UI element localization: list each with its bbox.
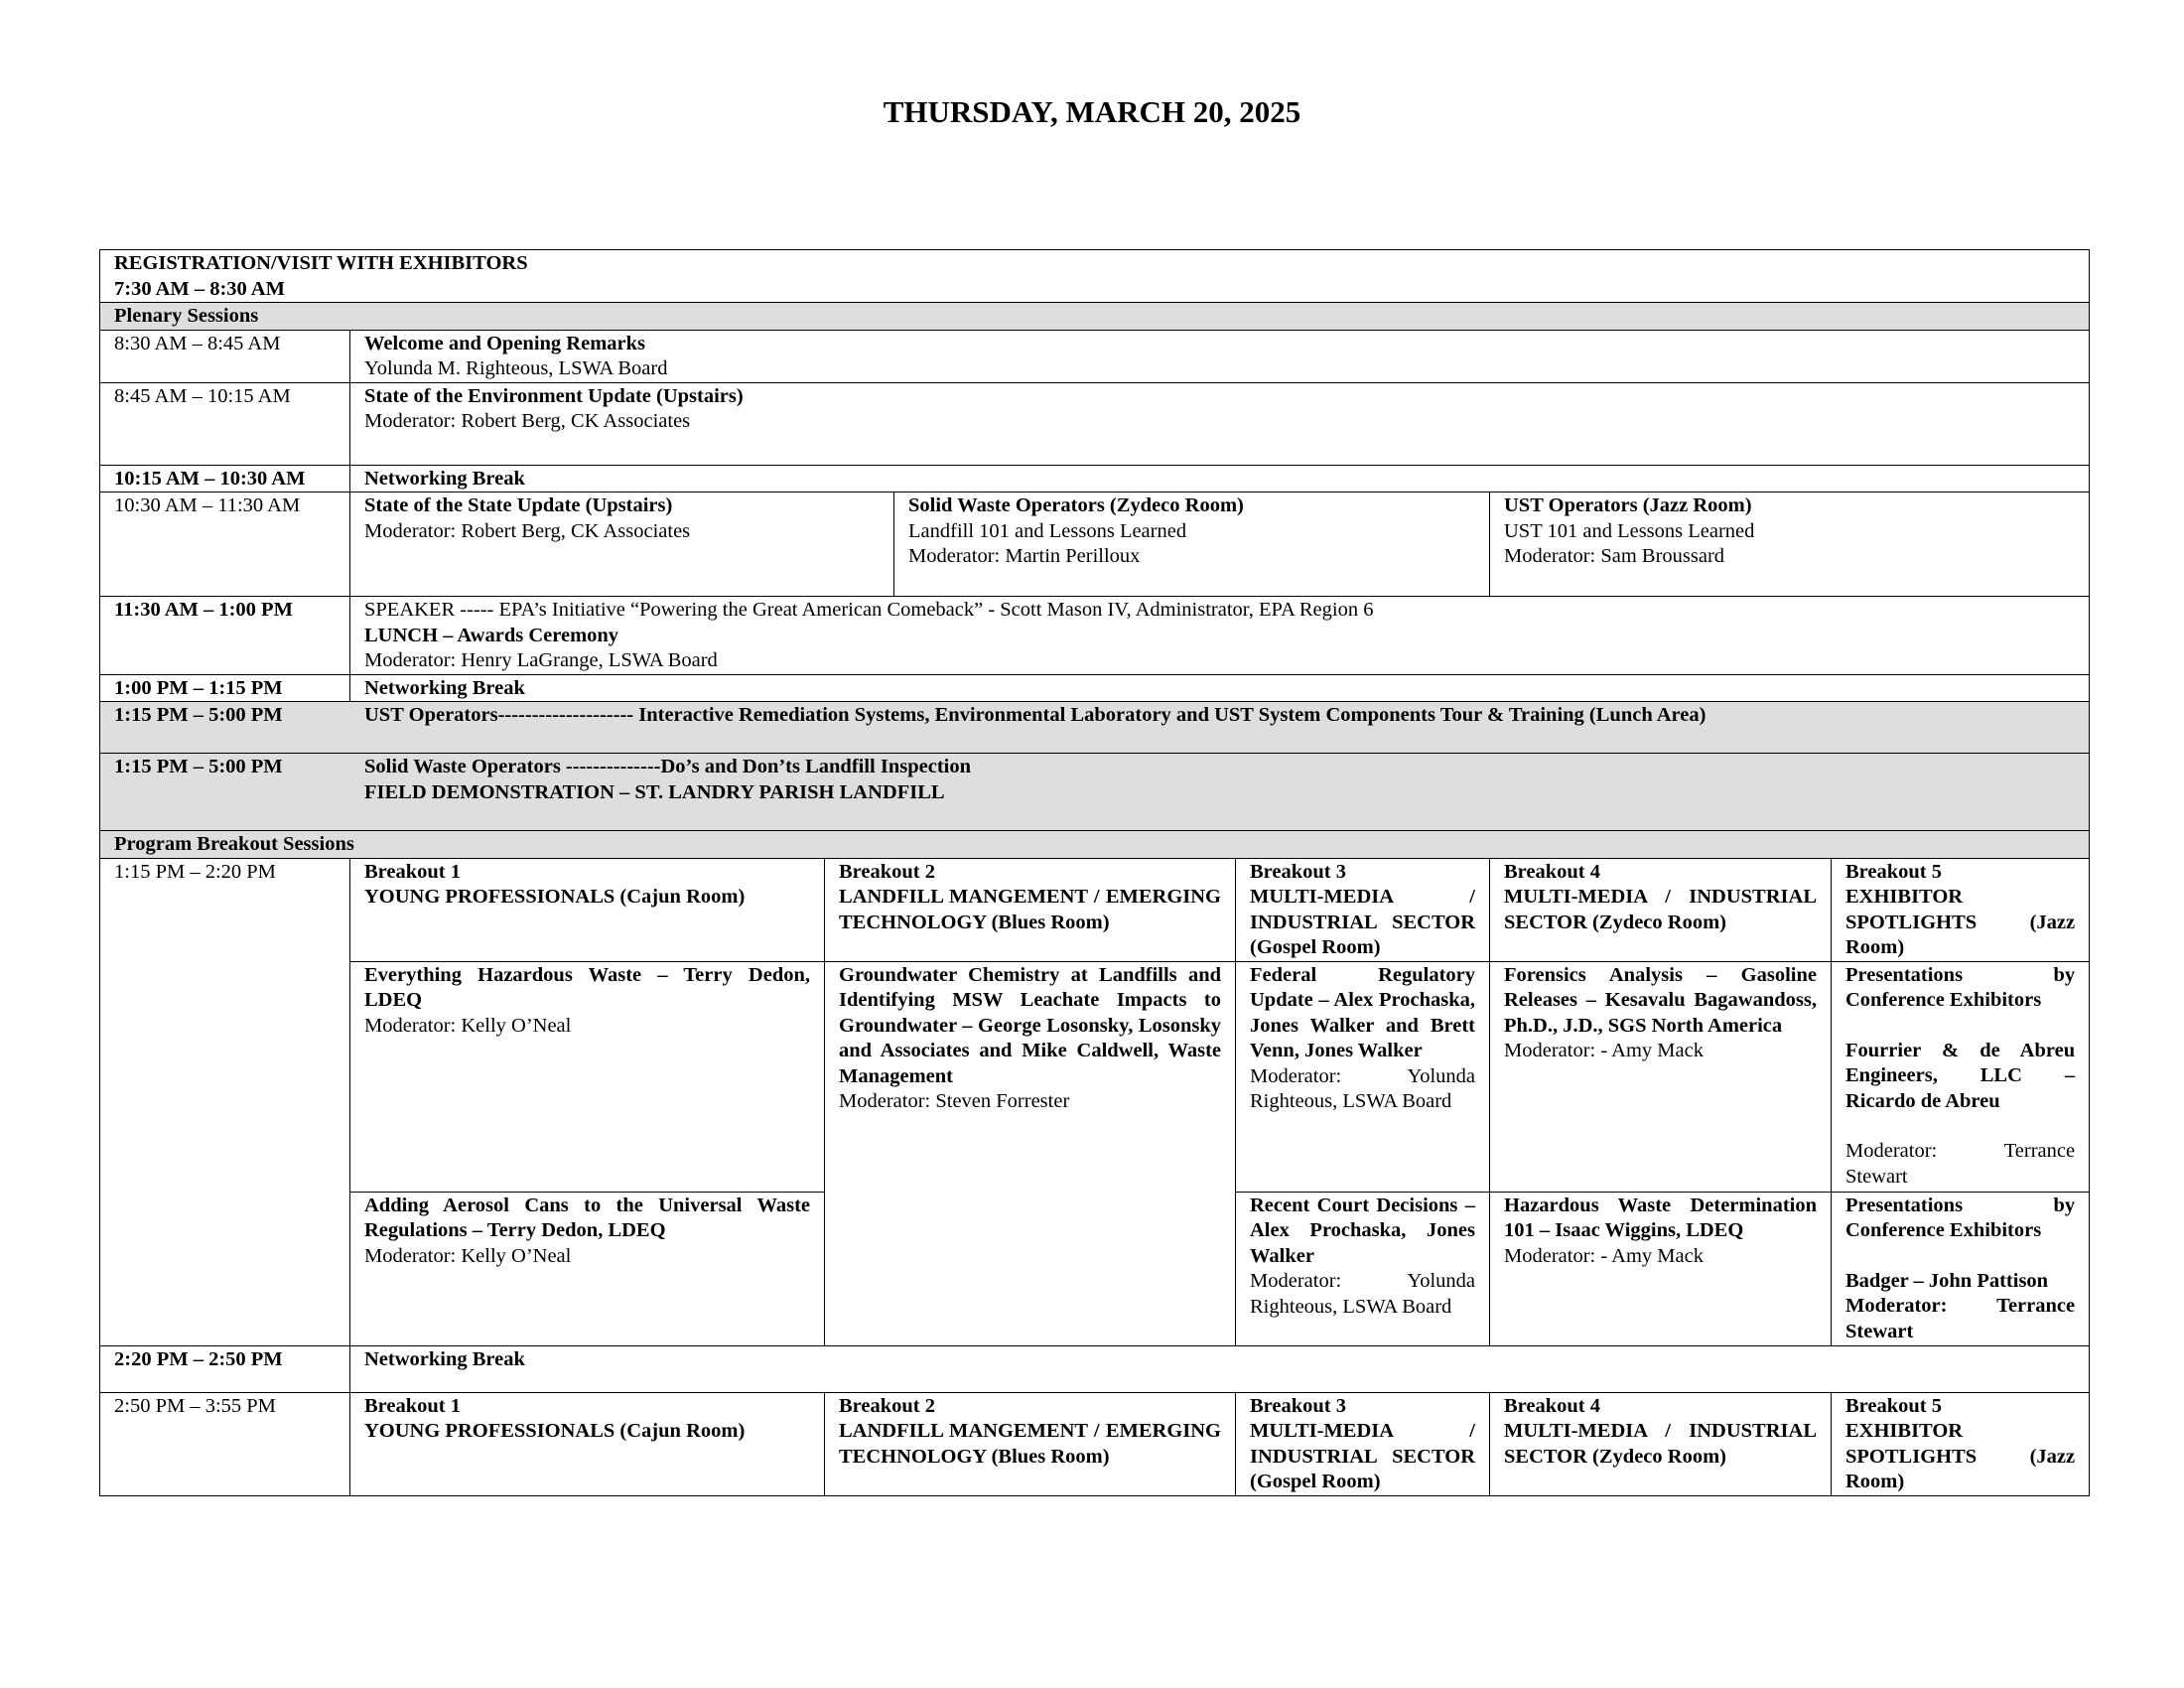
ust-operators-title: UST Operators (Jazz Room) [1504, 494, 1752, 516]
b5b-exhibitor: Badger – John Pattison [1845, 1269, 2049, 1292]
s2-breakout3-name: Breakout 3 [1250, 1394, 1347, 1417]
networking-break-row [100, 1345, 2090, 1392]
b5b-title: Presentations by Conference Exhibitors [1845, 1194, 2076, 1241]
b3b-moderator: Moderator: Yolunda Righteous, LSWA Board [1250, 1270, 1475, 1318]
ust-tour-time: 1:15 PM – 5:00 PM [114, 704, 283, 726]
plenary-header-row [100, 303, 2090, 331]
b4a-moderator: Moderator: - Amy Mack [1504, 1040, 1704, 1061]
state-update-moderator: Moderator: Robert Berg, CK Associates [364, 519, 691, 542]
session2-time: 2:50 PM – 3:55 PM [100, 1392, 350, 1495]
breakout1-name: Breakout 1 [364, 860, 462, 883]
registration-label: REGISTRATION/VISIT WITH EXHIBITORS [114, 252, 528, 274]
breakout-header-row [100, 831, 2090, 859]
field-demo-line1: Solid Waste Operators --------------Do’s and Don’ts Landfill Inspection [364, 756, 971, 777]
program-breakout-header: Program Breakout Sessions [100, 831, 2090, 859]
ust-moderator: Moderator: Sam Broussard [1504, 545, 1725, 567]
environment-moderator: Moderator: Robert Berg, CK Associates [364, 410, 691, 432]
b3a-title: Federal Regulatory Update – Alex Prochaska, Jones Walker and Brett Venn, Jones Walker [1250, 963, 1475, 1061]
s2-breakout1-track: YOUNG PROFESSIONALS (Cajun Room) [364, 1420, 746, 1442]
plenary-sessions-header: Plenary Sessions [100, 303, 2090, 331]
state-update-title: State of the State Update (Upstairs) [364, 494, 673, 516]
field-demo-row [100, 754, 2090, 831]
b4b-moderator: Moderator: - Amy Mack [1504, 1244, 1704, 1267]
breakout3-name: Breakout 3 [1250, 860, 1347, 883]
ust-tour-text: UST Operators-------------------- Interactive Remediation Systems, Environmental Laboratory and UST System Components Tour & Training (Lunch Area) [364, 704, 1706, 726]
s2-breakout4-track: MULTI-MEDIA / INDUSTRIAL SECTOR (Zydeco Room) [1504, 1420, 1817, 1468]
breakout4-name: Breakout 4 [1504, 860, 1601, 883]
breakout5-track: EXHIBITOR SPOTLIGHTS (Jazz Room) [1845, 886, 2076, 958]
breakout4-track: MULTI-MEDIA / INDUSTRIAL SECTOR (Zydeco Room) [1504, 886, 1817, 933]
solid-waste-topic: Landfill 101 and Lessons Learned [908, 519, 1187, 542]
lunch-moderator: Moderator: Henry LaGrange, LSWA Board [364, 649, 718, 671]
registration-time: 7:30 AM – 8:30 AM [114, 277, 285, 300]
break1-label: Networking Break [350, 465, 2090, 492]
concurrent-sessions-row [100, 492, 2090, 597]
break3-time: 2:20 PM – 2:50 PM [100, 1345, 350, 1392]
breakout-tracks-row [100, 858, 2090, 961]
networking-break-row [100, 465, 2090, 492]
environment-row [100, 382, 2090, 465]
b2-moderator: Moderator: Steven Forrester [839, 1090, 1070, 1112]
b1a-moderator: Moderator: Kelly O’Neal [364, 1014, 572, 1037]
breakout2-name: Breakout 2 [839, 860, 936, 883]
ust-tour-row [100, 702, 2090, 754]
s2-breakout5-track: EXHIBITOR SPOTLIGHTS (Jazz Room) [1845, 1420, 2076, 1492]
b3a-moderator: Moderator: Yolunda Righteous, LSWA Board [1250, 1064, 1475, 1112]
breakout1-track: YOUNG PROFESSIONALS (Cajun Room) [364, 886, 746, 908]
s2-breakout3-track: MULTI-MEDIA / INDUSTRIAL SECTOR (Gospel Room) [1250, 1420, 1475, 1492]
b3b-title: Recent Court Decisions – Alex Prochaska, Jones Walker [1250, 1194, 1475, 1267]
b4a-title: Forensics Analysis – Gasoline Releases – Kesavalu Bagawandoss, Ph.D., J.D., SGS North America [1504, 963, 1817, 1037]
lunch-time: 11:30 AM – 1:00 PM [100, 597, 350, 675]
breakout5-name: Breakout 5 [1845, 860, 1943, 883]
b1b-moderator: Moderator: Kelly O’Neal [364, 1244, 572, 1267]
s2-breakout5-name: Breakout 5 [1845, 1394, 1943, 1417]
environment-time: 8:45 AM – 10:15 AM [100, 382, 350, 465]
breakout2-track: LANDFILL MANGEMENT / EMERGING TECHNOLOGY (Blues Room) [839, 886, 1221, 933]
session2-row [100, 1392, 2090, 1495]
registration-row [100, 250, 2090, 303]
welcome-time: 8:30 AM – 8:45 AM [100, 330, 350, 382]
b5b-moderator: Moderator: Terrance Stewart [1845, 1295, 2076, 1342]
break2-label: Networking Break [350, 674, 2090, 702]
lunch-row [100, 597, 2090, 675]
session1-time: 1:15 PM – 2:20 PM [100, 858, 350, 1345]
s2-breakout2-track: LANDFILL MANGEMENT / EMERGING TECHNOLOGY (Blues Room) [839, 1420, 1221, 1468]
breakout3-track: MULTI-MEDIA / INDUSTRIAL SECTOR (Gospel Room) [1250, 886, 1475, 958]
solid-waste-moderator: Moderator: Martin Perilloux [908, 545, 1141, 567]
lunch-title: LUNCH – Awards Ceremony [364, 624, 619, 646]
page-title: THURSDAY, MARCH 20, 2025 [883, 94, 1301, 129]
break3-label: Networking Break [350, 1345, 2090, 1392]
break1-time: 10:15 AM – 10:30 AM [100, 465, 350, 492]
b5a-exhibitor: Fourrier & de Abreu Engineers, LLC – Ricardo de Abreu [1845, 1039, 2076, 1112]
welcome-title: Welcome and Opening Remarks [364, 332, 646, 354]
s2-breakout2-name: Breakout 2 [839, 1394, 936, 1417]
agenda-table [99, 249, 2090, 1496]
session1-row-a [100, 961, 2090, 1192]
s2-breakout1-name: Breakout 1 [364, 1394, 462, 1417]
b1b-title: Adding Aerosol Cans to the Universal Waste Regulations – Terry Dedon, LDEQ [364, 1194, 810, 1241]
environment-title: State of the Environment Update (Upstairs) [364, 384, 744, 407]
b2-title: Groundwater Chemistry at Landfills and Identifying MSW Leachate Impacts to Groundwater – George Losonsky, Losonsky and Associates and Mike Caldwell, Waste Management [839, 963, 1221, 1087]
field-demo-time: 1:15 PM – 5:00 PM [114, 756, 283, 777]
welcome-row [100, 330, 2090, 382]
s2-breakout4-name: Breakout 4 [1504, 1394, 1601, 1417]
break2-time: 1:00 PM – 1:15 PM [100, 674, 350, 702]
networking-break-row [100, 674, 2090, 702]
b4b-title: Hazardous Waste Determination 101 – Isaac Wiggins, LDEQ [1504, 1194, 1817, 1241]
b5a-title: Presentations by Conference Exhibitors [1845, 963, 2076, 1011]
concurrent-time: 10:30 AM – 11:30 AM [100, 492, 350, 597]
b1a-title: Everything Hazardous Waste – Terry Dedon, LDEQ [364, 963, 810, 1011]
b5a-moderator: Moderator: Terrance Stewart [1845, 1140, 2076, 1188]
solid-waste-title: Solid Waste Operators (Zydeco Room) [908, 494, 1244, 516]
speaker-line: SPEAKER ----- EPA’s Initiative “Powering the Great American Comeback” - Scott Mason IV, Administrator, EPA Region 6 [364, 599, 1374, 621]
ust-topic: UST 101 and Lessons Learned [1504, 519, 1755, 542]
field-demo-line2: FIELD DEMONSTRATION – ST. LANDRY PARISH LANDFILL [364, 780, 945, 803]
welcome-detail: Yolunda M. Righteous, LSWA Board [364, 357, 668, 379]
